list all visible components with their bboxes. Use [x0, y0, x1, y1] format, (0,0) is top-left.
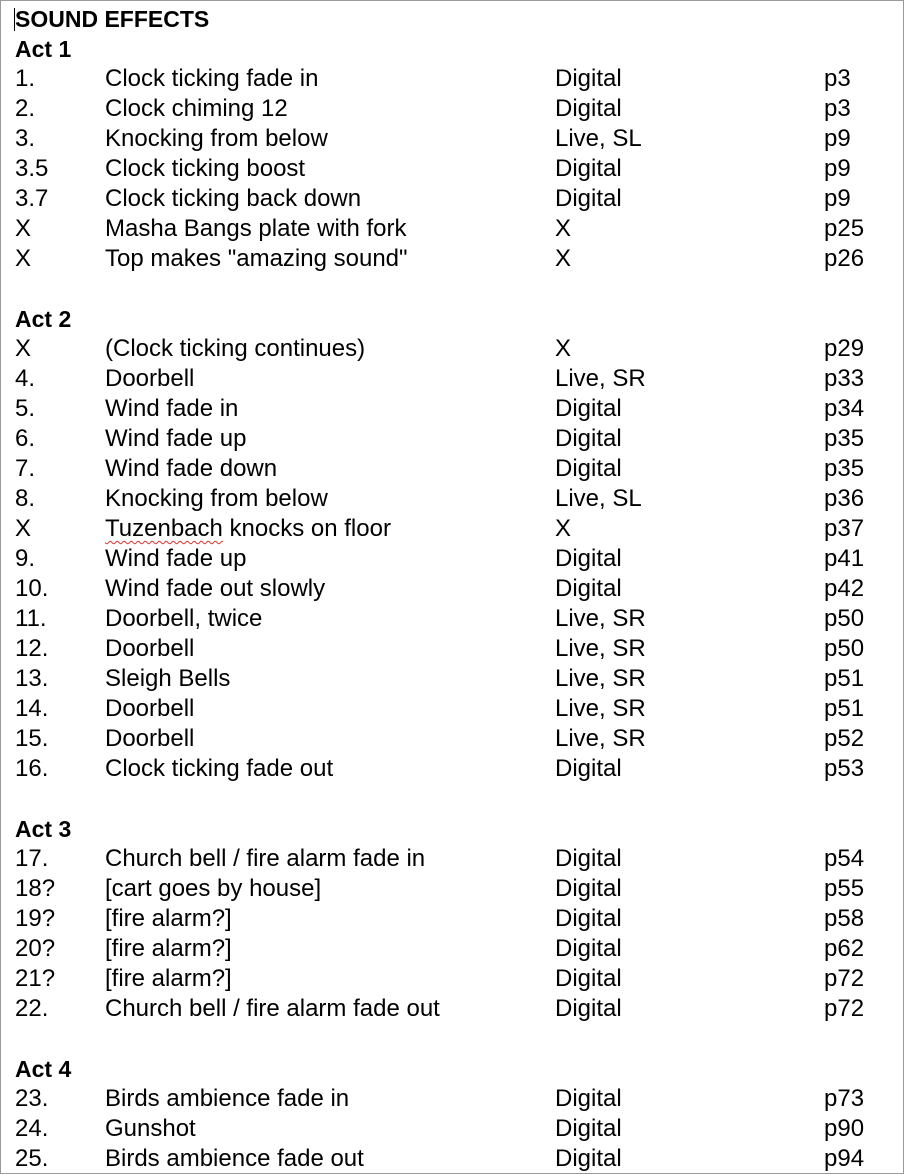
cue-page: p36 — [824, 485, 865, 512]
cue-row — [15, 454, 903, 484]
cue-page: p90 — [824, 1115, 865, 1142]
cue-row — [15, 724, 903, 754]
cue-description: [fire alarm?] — [105, 965, 232, 992]
cue-page: p72 — [824, 965, 865, 992]
cue-number: 25. — [15, 1145, 49, 1172]
cue-page: p55 — [824, 875, 865, 902]
cue-row — [15, 514, 903, 544]
cue-type: Live, SR — [555, 725, 646, 752]
act-section — [15, 304, 903, 784]
cue-type: Live, SR — [555, 635, 646, 662]
cue-page: p9 — [824, 125, 851, 152]
cue-row — [15, 334, 903, 364]
cue-page: p51 — [824, 695, 865, 722]
cue-description: Gunshot — [105, 1115, 196, 1142]
act-heading: Act 1 — [15, 36, 72, 62]
cue-description — [105, 514, 391, 544]
cue-number: 20? — [15, 935, 56, 962]
cue-description: Wind fade in — [105, 395, 239, 422]
cue-row — [15, 964, 903, 994]
cue-description: Wind fade up — [105, 425, 247, 452]
cue-page: p3 — [824, 95, 851, 122]
cue-row — [15, 424, 903, 454]
cue-type: Digital — [555, 65, 622, 92]
document-body[interactable] — [15, 4, 903, 1174]
cue-number: 19? — [15, 905, 56, 932]
cue-number: 22. — [15, 995, 49, 1022]
cue-type: Digital — [555, 545, 622, 572]
cue-description: [fire alarm?] — [105, 905, 232, 932]
cue-row — [15, 394, 903, 424]
cue-type: Digital — [555, 965, 622, 992]
cue-number: X — [15, 215, 32, 242]
cue-type: Digital — [555, 875, 622, 902]
cue-number: 18? — [15, 875, 56, 902]
cue-row — [15, 94, 903, 124]
blank-line — [15, 1024, 903, 1054]
cue-description: Top makes "amazing sound" — [105, 245, 408, 272]
cue-page: p9 — [824, 155, 851, 182]
cue-row — [15, 1084, 903, 1114]
cue-description: Birds ambience fade in — [105, 1085, 350, 1112]
cue-description: Knocking from below — [105, 125, 328, 152]
cue-type: Live, SR — [555, 695, 646, 722]
cue-type: Digital — [555, 995, 622, 1022]
cue-row — [15, 244, 903, 274]
cue-description: Clock ticking fade out — [105, 755, 334, 782]
cue-number: X — [15, 335, 32, 362]
cue-number: 3.7 — [15, 185, 49, 212]
cue-row — [15, 184, 903, 214]
cue-row — [15, 664, 903, 694]
cue-type: Digital — [555, 1115, 622, 1142]
cue-page: p3 — [824, 65, 851, 92]
cue-description-rest: knocks on floor — [222, 515, 391, 542]
cue-number: X — [15, 515, 32, 542]
cue-page: p42 — [824, 575, 865, 602]
act-heading: Act 3 — [15, 816, 72, 842]
cue-row — [15, 364, 903, 394]
cue-description: Doorbell, twice — [105, 605, 263, 632]
blank-line — [15, 274, 903, 304]
cue-number: 5. — [15, 395, 36, 422]
cue-type: Digital — [555, 185, 622, 212]
cue-page: p52 — [824, 725, 865, 752]
cue-type: Digital — [555, 1145, 622, 1172]
act-heading: Act 2 — [15, 306, 72, 332]
cue-type: Live, SR — [555, 365, 646, 392]
cue-type: Live, SL — [555, 125, 642, 152]
cue-row — [15, 544, 903, 574]
cue-description: Doorbell — [105, 695, 195, 722]
cue-row — [15, 904, 903, 934]
cue-type: Live, SR — [555, 605, 646, 632]
cue-number: 6. — [15, 425, 36, 452]
cue-description: Wind fade out slowly — [105, 575, 326, 602]
cue-type: Digital — [555, 425, 622, 452]
cue-row — [15, 634, 903, 664]
cue-number: 7. — [15, 455, 36, 482]
cue-row — [15, 124, 903, 154]
cue-type: Digital — [555, 845, 622, 872]
cue-page: p94 — [824, 1145, 865, 1172]
cue-page: p54 — [824, 845, 865, 872]
cue-page: p33 — [824, 365, 865, 392]
cue-number: 13. — [15, 665, 49, 692]
cue-page: p73 — [824, 1085, 865, 1112]
cue-row — [15, 994, 903, 1024]
cue-row — [15, 694, 903, 724]
cue-type: Digital — [555, 95, 622, 122]
cue-description: Wind fade down — [105, 455, 278, 482]
cue-description: Masha Bangs plate with fork — [105, 215, 407, 242]
cue-number: 4. — [15, 365, 36, 392]
cue-row — [15, 874, 903, 904]
act-section — [15, 1054, 903, 1174]
cue-description: Doorbell — [105, 635, 195, 662]
cue-number: 23. — [15, 1085, 49, 1112]
act-section — [15, 34, 903, 274]
cue-page: p37 — [824, 515, 865, 542]
cue-page: p34 — [824, 395, 865, 422]
cue-number: 17. — [15, 845, 49, 872]
blank-line — [15, 784, 903, 814]
cue-description: Clock chiming 12 — [105, 95, 288, 122]
cue-description: Clock ticking back down — [105, 185, 362, 212]
cue-number: 16. — [15, 755, 49, 782]
cue-row — [15, 604, 903, 634]
document-title: SOUND EFFECTS — [15, 6, 210, 32]
cue-description: [fire alarm?] — [105, 935, 232, 962]
cue-number: 21? — [15, 965, 56, 992]
cue-page: p50 — [824, 605, 865, 632]
cue-number: 14. — [15, 695, 49, 722]
cue-number: 1. — [15, 65, 36, 92]
cue-number: 15. — [15, 725, 49, 752]
cue-type: Live, SL — [555, 485, 642, 512]
cue-description: Clock ticking boost — [105, 155, 306, 182]
cue-number: 8. — [15, 485, 36, 512]
cue-row — [15, 484, 903, 514]
cue-type: X — [555, 515, 572, 542]
cue-row — [15, 154, 903, 184]
cue-type: X — [555, 215, 572, 242]
cue-type: Digital — [555, 755, 622, 782]
cue-type: Digital — [555, 155, 622, 182]
cue-number: 9. — [15, 545, 36, 572]
cue-type: Digital — [555, 935, 622, 962]
cue-page: p35 — [824, 455, 865, 482]
cue-description: Knocking from below — [105, 485, 328, 512]
cue-row — [15, 214, 903, 244]
cue-type: Digital — [555, 1085, 622, 1112]
cue-description: Doorbell — [105, 365, 195, 392]
cue-page: p50 — [824, 635, 865, 662]
cue-type: X — [555, 335, 572, 362]
cue-page: p62 — [824, 935, 865, 962]
cue-page: p41 — [824, 545, 865, 572]
cue-number: 24. — [15, 1115, 49, 1142]
cue-row — [15, 574, 903, 604]
cue-row — [15, 934, 903, 964]
cue-row — [15, 1144, 903, 1174]
cue-row — [15, 844, 903, 874]
cue-number: 11. — [15, 605, 47, 632]
act-heading: Act 4 — [15, 1056, 72, 1082]
cue-page: p35 — [824, 425, 865, 452]
cue-row — [15, 1114, 903, 1144]
cue-page: p25 — [824, 215, 865, 242]
cue-description: (Clock ticking continues) — [105, 335, 366, 362]
cue-row — [15, 754, 903, 784]
cue-description: Doorbell — [105, 725, 195, 752]
cue-type: Digital — [555, 395, 622, 422]
act-section — [15, 814, 903, 1024]
cue-description: Birds ambience fade out — [105, 1145, 364, 1172]
cue-description: [cart goes by house] — [105, 875, 322, 902]
cue-page: p26 — [824, 245, 865, 272]
cue-description: Church bell / fire alarm fade in — [105, 845, 426, 872]
misspelled-word[interactable]: Tuzenbach — [105, 515, 223, 542]
cue-number: 3. — [15, 125, 36, 152]
cue-page: p9 — [824, 185, 851, 212]
cue-description: Church bell / fire alarm fade out — [105, 995, 440, 1022]
cue-type: Live, SR — [555, 665, 646, 692]
cue-type: Digital — [555, 905, 622, 932]
cue-page: p29 — [824, 335, 865, 362]
cue-number: 2. — [15, 95, 36, 122]
cue-page: p72 — [824, 995, 865, 1022]
cue-description: Sleigh Bells — [105, 665, 231, 692]
cue-type: Digital — [555, 575, 622, 602]
cue-row — [15, 64, 903, 94]
cue-description: Clock ticking fade in — [105, 65, 319, 92]
cue-page: p51 — [824, 665, 865, 692]
cue-number: 3.5 — [15, 155, 49, 182]
cue-page: p58 — [824, 905, 865, 932]
cue-type: Digital — [555, 455, 622, 482]
cue-number: 12. — [15, 635, 49, 662]
cue-number: 10. — [15, 575, 49, 602]
cue-description: Wind fade up — [105, 545, 247, 572]
cue-page: p53 — [824, 755, 865, 782]
cue-type: X — [555, 245, 572, 272]
cue-number: X — [15, 245, 32, 272]
